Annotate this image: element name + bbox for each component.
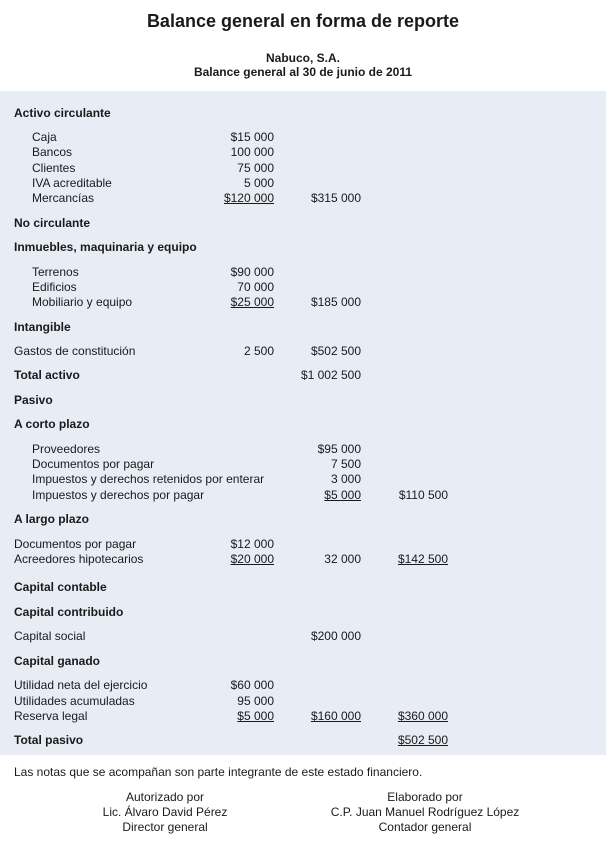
section-activo-circulante: Activo circulante: [14, 106, 111, 120]
section-pasivo: Pasivo: [14, 393, 53, 407]
section-inmuebles: Inmuebles, maquinaria y equipo: [14, 240, 197, 254]
row-label-utilidades-acumuladas: Utilidades acumuladas: [14, 694, 135, 708]
row-label-mercancias: Mercancías: [32, 191, 95, 205]
signature-authorized: [15, 790, 315, 835]
row-label-impuestos-retenidos: Impuestos y derechos retenidos por enterar: [32, 472, 265, 486]
row-label-reserva-legal: Reserva legal: [14, 709, 88, 723]
section-no-circulante: No circulante: [14, 216, 91, 230]
value-acreedores: $20 000: [230, 552, 274, 566]
subtotal-pasivo: $142 500: [397, 552, 448, 566]
signature-prepared-caption: Elaborado por: [387, 790, 463, 804]
section-capital-contribuido: Capital contribuido: [14, 605, 124, 619]
value-mercancias: $120 000: [223, 191, 274, 205]
value-capital-social: $200 000: [310, 629, 361, 643]
value-edificios: 70 000: [237, 280, 274, 294]
row-label-terrenos: Terrenos: [32, 265, 79, 279]
value-mobiliario: $25 000: [230, 295, 274, 309]
value-iva: 5 000: [243, 176, 274, 190]
signature-authorized-caption: Autorizado por: [125, 790, 205, 804]
value-utilidades-acumuladas: 95 000: [237, 694, 274, 708]
value-terrenos: $90 000: [230, 265, 274, 279]
value-documentos-lp: $12 000: [230, 537, 274, 551]
row-label-gastos: Gastos de constitución: [14, 344, 136, 358]
section-capital-contable: Capital contable: [14, 580, 107, 594]
signature-prepared-role: Contador general: [378, 820, 472, 834]
value-clientes: 75 000: [237, 161, 274, 175]
subtotal-corto-plazo: $110 500: [398, 488, 448, 502]
page-title: Balance general en forma de reporte: [146, 11, 460, 31]
subtotal-inmuebles: $185 000: [310, 295, 361, 309]
statement-subtitle: Balance general al 30 de junio de 2011: [193, 65, 413, 79]
signature-authorized-name: Lic. Álvaro David Pérez: [102, 805, 228, 819]
value-caja: $15 000: [230, 130, 274, 144]
section-intangible: Intangible: [14, 320, 71, 334]
section-capital-ganado: Capital ganado: [14, 654, 101, 668]
row-label-clientes: Clientes: [32, 161, 76, 175]
row-label-proveedores: Proveedores: [32, 442, 101, 456]
value-documentos-cp: 7 500: [330, 457, 361, 471]
row-label-edificios: Edificios: [32, 280, 77, 294]
value-total-activo: $1 002 500: [300, 368, 361, 382]
value-bancos: 100 000: [230, 145, 274, 159]
section-total-activo: Total activo: [14, 368, 80, 382]
signature-prepared-name: C.P. Juan Manuel Rodríguez López: [330, 805, 520, 819]
signature-authorized-role: Director general: [122, 820, 208, 834]
subtotal-activo-circulante: $315 000: [310, 191, 361, 205]
row-label-utilidad-neta: Utilidad neta del ejercicio: [14, 678, 148, 692]
section-total-pasivo: Total pasivo: [14, 733, 84, 747]
value-utilidad-neta: $60 000: [230, 678, 274, 692]
value-impuestos-pagar: $5 000: [324, 488, 361, 502]
company-name: Nabuco, S.A.: [265, 51, 340, 65]
subtotal-no-circulante: $502 500: [310, 344, 361, 358]
row-label-bancos: Bancos: [32, 145, 73, 159]
signature-prepared: [275, 790, 575, 835]
row-label-mobiliario: Mobiliario y equipo: [32, 295, 133, 309]
row-label-iva: IVA acreditable: [32, 176, 112, 190]
footnote: Las notas que se acompañan son parte integrante de este estado financiero.: [14, 765, 423, 779]
value-proveedores: $95 000: [317, 442, 361, 456]
value-reserva-legal: $5 000: [237, 709, 274, 723]
row-label-caja: Caja: [32, 130, 57, 144]
subtotal-capital-contable: $360 000: [397, 709, 448, 723]
section-largo-plazo: A largo plazo: [14, 512, 89, 526]
row-label-acreedores: Acreedores hipotecarios: [14, 552, 144, 566]
row-label-impuestos-pagar: Impuestos y derechos por pagar: [32, 488, 205, 502]
row-label-documentos-lp: Documentos por pagar: [14, 537, 137, 551]
subtotal-capital-ganado: $160 000: [310, 709, 361, 723]
row-label-capital-social: Capital social: [14, 629, 86, 643]
section-corto-plazo: A corto plazo: [14, 417, 90, 431]
value-total-pasivo: $502 500: [397, 733, 448, 747]
row-label-documentos-cp: Documentos por pagar: [32, 457, 155, 471]
value-impuestos-retenidos: 3 000: [330, 472, 361, 486]
value-gastos: 2 500: [243, 344, 274, 358]
subtotal-largo-plazo: 32 000: [324, 552, 361, 566]
